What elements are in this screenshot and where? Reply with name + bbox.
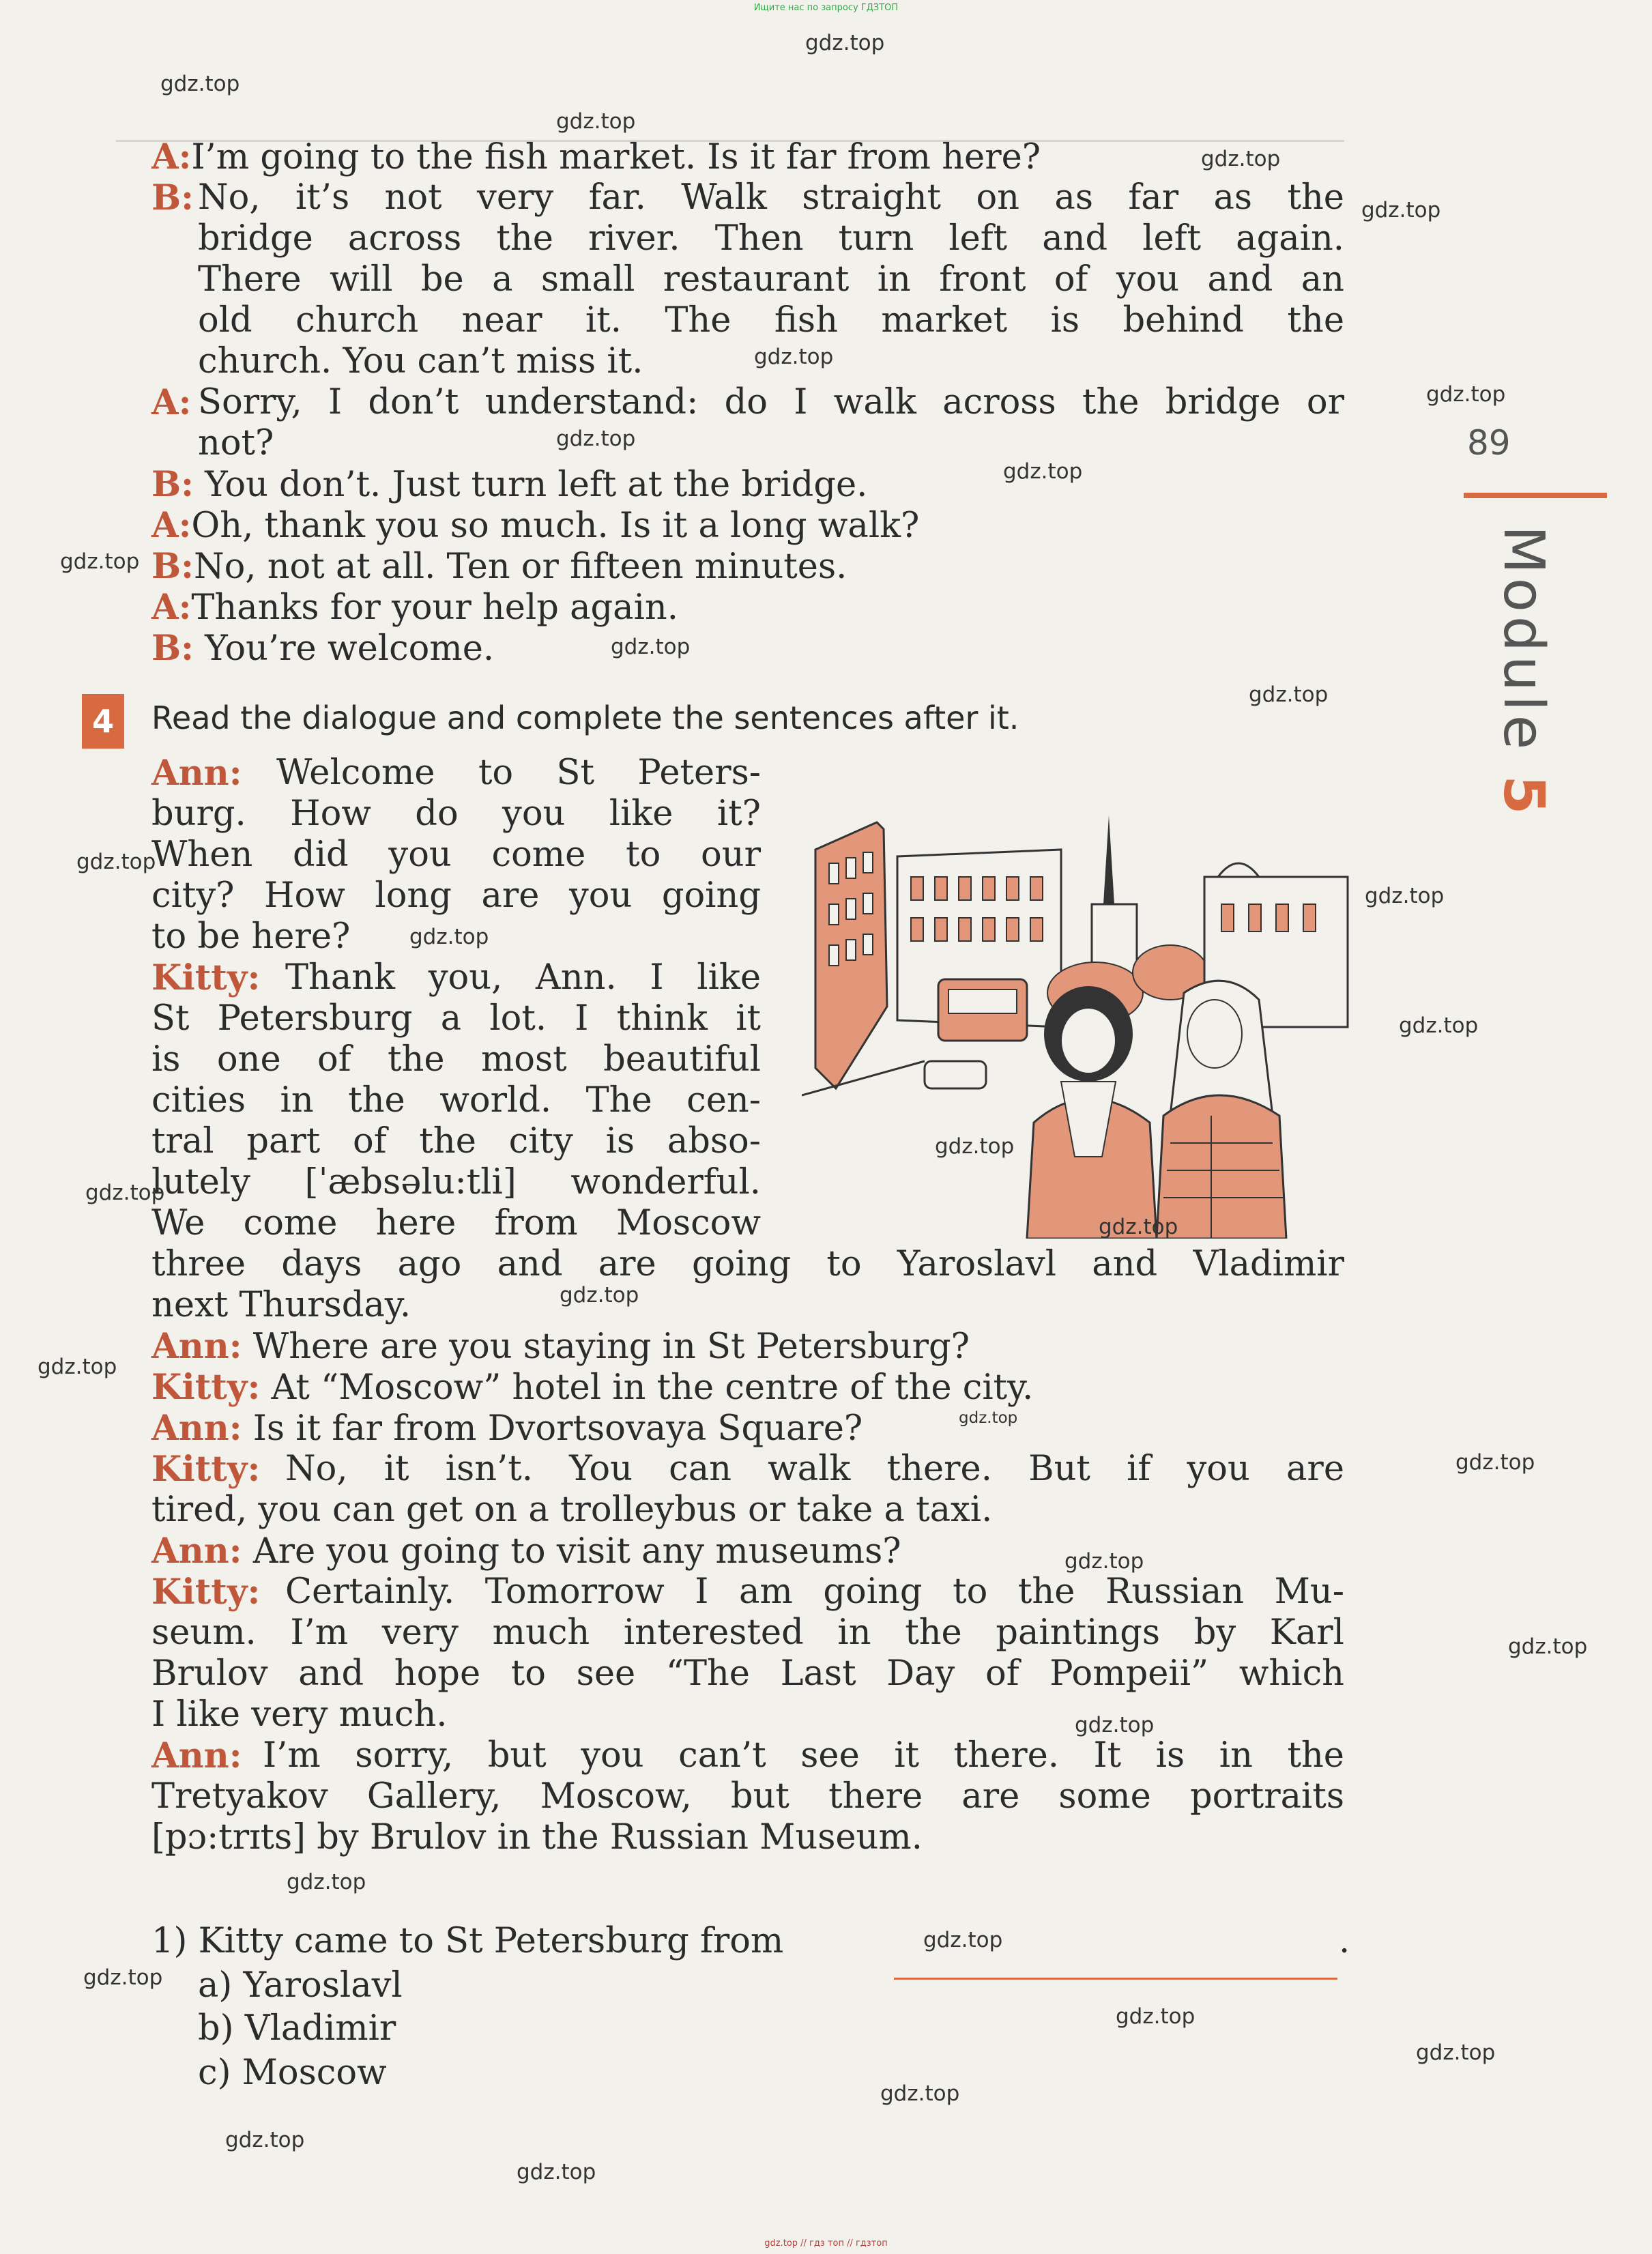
task-number-badge: 4	[82, 694, 124, 749]
dialogue-line: B:No, not at all. Ten or fifteen minutes.	[151, 546, 847, 587]
watermark: gdz.top	[611, 635, 691, 659]
dialogue-line: When did you come to our	[151, 835, 761, 875]
city-illustration	[802, 802, 1358, 1239]
dialogue-line: I like very much.	[151, 1694, 448, 1735]
watermark: gdz.top	[1116, 2004, 1195, 2029]
watermark: gdz.top	[959, 1409, 1018, 1427]
dialogue-line: to be here?	[151, 916, 351, 957]
dialogue-line: next Thursday.	[151, 1285, 411, 1325]
watermark: gdz.top	[1508, 1634, 1588, 1659]
module-label: Module 5	[1491, 525, 1556, 819]
dialogue-line: is one of the most beautiful	[151, 1039, 761, 1080]
dialogue-line: Certainly. Tomorrow I am going to the Russian Mu-	[285, 1572, 1344, 1612]
dialogue-line: B: You don’t. Just turn left at the bridge.	[151, 464, 868, 505]
watermark: gdz.top	[1064, 1549, 1144, 1574]
dialogue-line: [pɔ:trɪts] by Brulov in the Russian Museum.	[151, 1817, 923, 1858]
dialogue-line: Ann:	[151, 1735, 242, 1776]
dialogue-line: seum. I’m very much interested in the paintings by Karl	[151, 1613, 1344, 1653]
watermark: gdz.top	[1201, 147, 1281, 171]
dialogue-line: not?	[198, 423, 274, 463]
watermark: gdz.top	[1075, 1713, 1155, 1737]
page-rule	[1464, 493, 1607, 498]
dialogue-line: A:	[151, 382, 192, 423]
watermark: gdz.top	[1003, 459, 1083, 484]
watermark: gdz.top	[409, 925, 489, 949]
task-instruction: Read the dialogue and complete the sentences after it.	[151, 699, 1019, 736]
watermark: gdz.top	[556, 427, 636, 451]
dialogue-line: Tretyakov Gallery, Moscow, but there are some portraits	[151, 1776, 1344, 1817]
dialogue-line: three days ago and are going to Yaroslavl and Vladimir	[151, 1244, 1344, 1284]
dialogue-line: B:	[151, 177, 194, 218]
answer-blank[interactable]	[894, 1978, 1337, 1980]
dialogue-line: old church near it. The fish market is behind the	[198, 300, 1344, 341]
watermark: gdz.top	[923, 1928, 1003, 1952]
dialogue-line: A:I’m going to the fish market. Is it far from here?	[151, 136, 1041, 177]
option-a: a) Yaroslavl	[198, 1965, 403, 2006]
dialogue-line: bridge across the river. Then turn left and left again.	[198, 218, 1344, 259]
watermark: gdz.top	[85, 1181, 165, 1205]
question-1-end: .	[1339, 1921, 1350, 1961]
watermark: gdz.top	[560, 1283, 639, 1307]
watermark: gdz.top	[1365, 884, 1445, 908]
dialogue-line: Kitty:	[151, 1449, 261, 1490]
dialogue-line: We come here from Moscow	[151, 1203, 761, 1243]
dialogue-line: city? How long are you going	[151, 876, 761, 916]
dialogue-line: A:Thanks for your help again.	[151, 587, 678, 628]
option-c: c) Moscow	[198, 2053, 387, 2093]
dialogue-line: burg. How do you like it?	[151, 794, 761, 834]
page-number: 89	[1467, 423, 1511, 463]
watermark: gdz.top	[1416, 2040, 1496, 2065]
question-1: 1) Kitty came to St Petersburg from	[151, 1921, 784, 1961]
dialogue-line: Ann: Is it far from Dvortsovaya Square?	[151, 1408, 863, 1449]
watermark: gdz.top	[83, 1965, 163, 1990]
watermark: gdz.top	[60, 549, 140, 574]
watermark: gdz.top	[880, 2081, 960, 2106]
dialogue-line: tired, you can get on a trolleybus or take a taxi.	[151, 1490, 993, 1530]
watermark: gdz.top	[1249, 682, 1329, 707]
option-b: b) Vladimir	[198, 2008, 396, 2049]
dialogue-line: Kitty:	[151, 1572, 261, 1613]
watermark: gdz.top	[38, 1355, 117, 1379]
dialogue-line: Welcome to St Peters-	[276, 753, 761, 793]
watermark: gdz.top	[1426, 382, 1506, 407]
watermark: gdz.top	[1361, 198, 1441, 222]
dialogue-line: lutely [ˈæbsəlu:tli] wonderful.	[151, 1162, 761, 1202]
watermark: gdz.top	[754, 345, 834, 369]
header-note: Ищите нас по запросу ГДЗТОП	[753, 3, 899, 13]
watermark: gdz.top	[1455, 1450, 1535, 1475]
dialogue-line: Brulov and hope to see “The Last Day of Pompeii” which	[151, 1653, 1344, 1694]
dialogue-line: Ann: Where are you staying in St Petersburg?	[151, 1326, 970, 1367]
dialogue-line: cities in the world. The cen-	[151, 1080, 761, 1121]
dialogue-line: I’m sorry, but you can’t see it there. It is in the	[263, 1735, 1344, 1776]
module-number: 5	[1491, 775, 1556, 819]
watermark: gdz.top	[287, 1870, 366, 1894]
watermark: gdz.top	[805, 31, 885, 55]
dialogue-line: There will be a small restaurant in front of you and an	[198, 259, 1344, 300]
dialogue-line: church. You can’t miss it.	[198, 341, 643, 381]
dialogue-line: Ann:	[151, 753, 242, 794]
dialogue-line: Sorry, I don’t understand: do I walk across the bridge or	[198, 382, 1344, 422]
watermark: gdz.top	[517, 2160, 596, 2184]
watermark: gdz.top	[556, 109, 636, 134]
watermark: gdz.top	[76, 850, 156, 874]
watermark: gdz.top	[160, 72, 240, 96]
dialogue-line: Kitty:	[151, 957, 261, 998]
dialogue-line: B: You’re welcome.	[151, 628, 495, 669]
watermark: gdz.top	[1099, 1215, 1178, 1239]
dialogue-line: Ann: Are you going to visit any museums?	[151, 1531, 901, 1572]
dialogue-line: St Petersburg a lot. I think it	[151, 998, 761, 1039]
watermark: gdz.top	[935, 1134, 1015, 1159]
dialogue-line: No, it isn’t. You can walk there. But if you are	[285, 1449, 1344, 1489]
dialogue-line: Kitty: At “Moscow” hotel in the centre of the city.	[151, 1367, 1034, 1408]
dialogue-line: Thank you, Ann. I like	[285, 957, 761, 998]
footer-note: gdz.top // гдз топ // гдзтоп	[764, 2238, 888, 2249]
dialogue-line: tral part of the city is abso-	[151, 1121, 761, 1161]
dialogue-line: No, it’s not very far. Walk straight on as far as the	[198, 177, 1344, 218]
dialogue-line: A:Oh, thank you so much. Is it a long walk?	[151, 505, 920, 546]
watermark: gdz.top	[225, 2128, 305, 2152]
watermark: gdz.top	[1399, 1013, 1479, 1038]
